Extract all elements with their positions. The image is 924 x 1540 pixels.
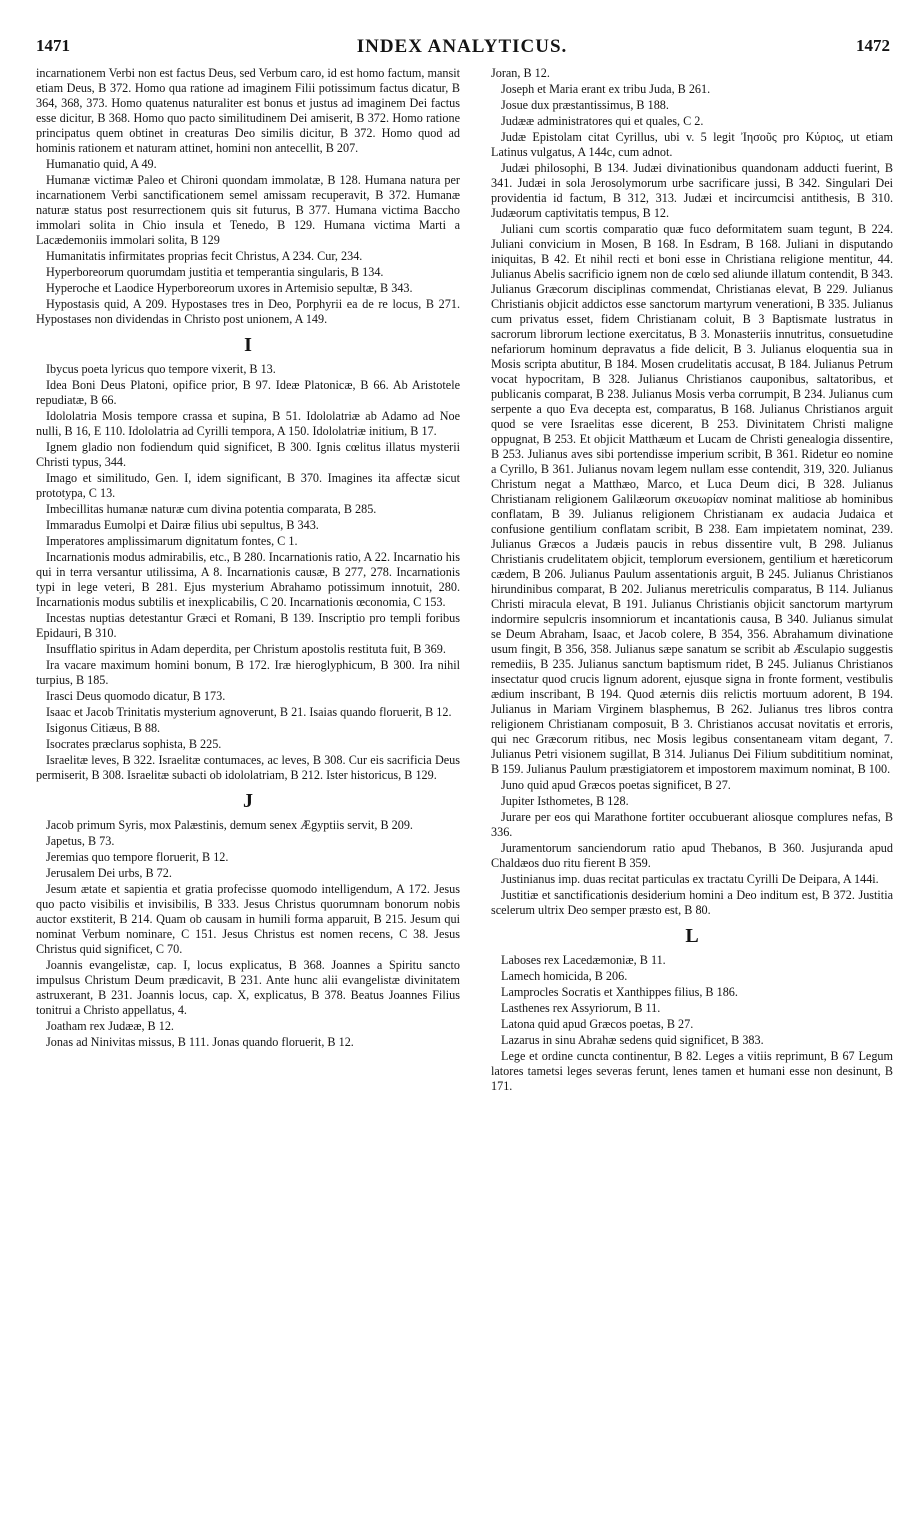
page-number-right: 1472 bbox=[856, 36, 890, 55]
index-entry: Joseph et Maria erant ex tribu Juda, B 261. bbox=[501, 82, 711, 96]
index-entry: Imago et similitudo, Gen. I, idem significant, B 370. Imagines ita affectæ sicut prototypa, C 13. bbox=[36, 471, 460, 500]
index-entry: Judæi philosophi, B 134. Judæi divinationibus quandonam adducti fuerint, B 341. Judæi in sola Jerosolymorum urbe sacrificare jussi, B 342. Singulari Dei providentia id factum, B 312, 313. Judæi et incircumcisi antithesis, B 310. Judæorum captivitatis tempus, B 12. bbox=[491, 161, 893, 220]
index-entry: Lamech homicida, B 206. bbox=[501, 969, 628, 983]
index-entry: Idololatria Mosis tempore crassa et supina, B 51. Idololatriæ ab Adamo ad Noe nulli, B 16, E 110. Idololatria ad Cyrilli tempora, A 150. Idololatriæ initium, B 17. bbox=[36, 409, 460, 438]
index-entry: Justinianus imp. duas recitat particulas ex tractatu Cyrilli De Deipara, A 144i. bbox=[501, 872, 879, 886]
index-entry: Humanatio quid, A 49. bbox=[46, 157, 157, 171]
index-entry: Irasci Deus quomodo dicatur, B 173. bbox=[46, 689, 226, 703]
page-header bbox=[30, 36, 894, 62]
index-entry: Isigonus Citiæus, B 88. bbox=[46, 721, 161, 735]
index-entry: Lege et ordine cuncta continentur, B 82. Leges a vitiis reprimunt, B 67 Legum latores tametsi leges severas ferunt, lenes tamen et humani esse non desinunt, B 171. bbox=[491, 1049, 893, 1093]
index-entry: Judæ Epistolam citat Cyrillus, ubi v. 5 legit Ἰησοῦς pro Κύριος, ut etiam Latinus vulgatus, A 144c, cum adnot. bbox=[491, 130, 893, 159]
index-entry: Justitiæ et sanctificationis desiderium homini a Deo inditum est, B 372. Justitia scelerum ultrix Deo semper præsto est, B 80. bbox=[491, 888, 893, 917]
index-entry: Josue dux præstantissimus, B 188. bbox=[501, 98, 669, 112]
index-entry: Ignem gladio non fodiendum quid significet, B 300. Ignis cœlitus illatus mysterii Christi typus, 344. bbox=[36, 440, 460, 469]
index-entry: Japetus, B 73. bbox=[46, 834, 115, 848]
index-entry: Juliani cum scortis comparatio quæ fuco deformitatem suam tegunt, B 224. Juliani convicium in Mosen, B 168. In Esdram, B 168. Juliani in disputando iniquitas, B 42. Et nihil recti et boni esse in Christiana religione mentitur, 44. Julianus Abelis sacrificio ignem non de cœlo sed aliunde illatum contendit, B 343. Julianus Græcorum disciplinas commendat, Christianas elevat, B 229. Julianus Christianis objicit addictos esse sanctorum martyrum venerationi, B 335. Julianus cum privatus esset, fidem Christianam coluit, B 3 Baptismate lustratus in sacrorum librorum lectione exercitatus, B 3. Monasteriis innutritus, consuetudine nefariorum hominum depravatus a fide delicit, B 3. Julianus eloquentia sua in Mosis scripta abutitur, B 184. Mosen crudelitatis accusat, B 184. Julianus Petrum vocat hypocritam, B 328. Julianus Christianos cauponibus, saltatoribus, et publicanis comparat, B 238. Julianus Mosis verba corrumpit, B 234. Julianus cum serpente a quo Eva decepta est, comparatus, B 168. Julianus Christianos arguit quod se vere Israelitas esse dicerent, B 253. Divinitatem Christi maligne oppugnat, B 253. Et objicit Matthæum et Lucam de Christi genealogia dissentire, B 253. Julianus aves sibi portendisse imperium scribit, B 361. Ridetur eo nomine a Cyrillo, B 361. Julianus novam legem nullam esse contendit, 319, 320. Julianus Christum negat a Matthæo, Marco, et Luca Deum dici, B 328. Julianus Christianam religionem Galilæorum σκευωρίαν nominat malitiose ab hominibus conflatam, B 39. Julianus religionem Christianam ex audacia Judaica et confusione gentilium conflatam scribit, B 238. Eam impietatem nominat, 239. Julianus Græcos a Judæis paucis in rebus dissentire vult, B 298. Julianus Christianis crudelitatem objicit, templorum eversionem, gentilium et hæreticorum cædem, B 206. Julianus Paulum assentationis arguit, B 245. Julianus Christianos hirundinibus comparat, B 202. Julianus meretriculis comparatus, B 114. Julianus Christi miracula elevat, B 191. Julianus Christianis objicit sanctorum martyrum indormire sepulcris insomniorum et incantationis causa, B 340. Julianus simulat se Deum Abraham, Isaac, et Jacob colere, B 354, 356. Abrahamum divinatione usum fingit, B 356, 358. Julianus sæpe sanatum se scribit ab Æsculapio suggestis remediis, B 235. Julianus sanctum baptismum ridet, B 245. Julianus Christianos insectatur quod crucis lignum adorent, ejusque signa in fronte forment, vestibulis ædium inscribant, B 194. Quod æternis diis relictis mortuum adorent, B 194. Julianus in Mariam Virginem blasphemus, B 262. Julianus tres libros contra religionem Christianam composuit, B 3. Christianos accusat novitatis et erroris, qui nec Græcorum ritibus, nec Mosis legibus consentaneam vitam degant, 7. Julianus Petri visionem sugillat, B 314. Julianus Dei Filium subdititium nominat, B 159. Julianus Paulum præstigiatorem et impostorem maximum nominat, B 100. bbox=[491, 222, 893, 776]
left-column bbox=[36, 66, 460, 1051]
index-entry: Lasthenes rex Assyriorum, B 11. bbox=[501, 1001, 661, 1015]
index-entry: Imbecillitas humanæ naturæ cum divina potentia comparata, B 285. bbox=[46, 502, 377, 516]
index-entry: Joatham rex Judææ, B 12. bbox=[46, 1019, 174, 1033]
section-letter: L bbox=[685, 925, 699, 947]
index-entry: Ira vacare maximum homini bonum, B 172. Iræ hieroglyphicum, B 300. Ira nihil turpius, B 185. bbox=[36, 658, 460, 687]
index-entry: Joran, B 12. bbox=[491, 66, 550, 80]
index-entry: Isocrates præclarus sophista, B 225. bbox=[46, 737, 222, 751]
index-entry: Humanitatis infirmitates proprias fecit Christus, A 234. Cur, 234. bbox=[46, 249, 363, 263]
index-entry: Jerusalem Dei urbs, B 72. bbox=[46, 866, 172, 880]
index-entry: Latona quid apud Græcos poetas, B 27. bbox=[501, 1017, 694, 1031]
index-entry: Imperatores amplissimarum dignitatum fontes, C 1. bbox=[46, 534, 298, 548]
index-entry: Jurare per eos qui Marathone fortiter occubuerant aliosque complures nefas, B 336. bbox=[491, 810, 893, 839]
index-entry: Insufflatio spiritus in Adam deperdita, per Christum apostolis restituta fuit, B 369. bbox=[46, 642, 446, 656]
index-entry: Lamprocles Socratis et Xanthippes filius, B 186. bbox=[501, 985, 738, 999]
index-entry: Lazarus in sinu Abrahæ sedens quid significet, B 383. bbox=[501, 1033, 764, 1047]
index-entry: Juramentorum sanciendorum ratio apud Thebanos, B 360. Jusjuranda apud Chaldæos duo ritu fierent B 359. bbox=[491, 841, 893, 870]
index-entry: Israelitæ leves, B 322. Israelitæ contumaces, ac leves, B 308. Cur eis sacrificia Deus permiserit, B 308. Israelitæ subacti ob idololatriam, B 212. Ister historicus, B 129. bbox=[36, 753, 460, 782]
index-entry: Ibycus poeta lyricus quo tempore vixerit, B 13. bbox=[46, 362, 276, 376]
index-entry: Humanæ victimæ Paleo et Chironi quondam immolatæ, B 128. Humana natura per incarnationem Verbi sanctificationem semel amissam recuperavit, B 372. Humanæ naturæ status post resurrectionem quis sit futurus, B 377. Humana victima Baccho immolari solita in Chio insula et Tenedo, B 129. Humana victima Marti a Lacædemoniis immolari solita, B 129 bbox=[36, 173, 460, 247]
section-letter: I bbox=[244, 334, 252, 356]
index-entry: Judææ administratores qui et quales, C 2. bbox=[501, 114, 704, 128]
index-entry: incarnationem Verbi non est factus Deus, sed Verbum caro, id est homo factum, mansit etiam Deus, B 372. Homo qua ratione ad imaginem Filii potissimum factus dicatur, B 364, 368, 373. Homo quatenus naturaliter est bonus et justus ad imaginem Dei factus esse dicitur, B 368. Homo quo pacto similitudinem Dei amiserit, B 372. Homo ratione principatus quem obtinet in creaturas Deo similis dicitur, B 372. Homo quod ad hominis rationem et naturam attinet, homini non antecellit, B 207. bbox=[36, 66, 460, 155]
index-entry: Laboses rex Lacedæmoniæ, B 11. bbox=[501, 953, 666, 967]
index-entry: Hypostasis quid, A 209. Hypostases tres in Deo, Porphyrii ea de re locus, B 271. Hypostases non dividendas in Christo post unionem, A 149. bbox=[36, 297, 460, 326]
index-entry: Incestas nuptias detestantur Græci et Romani, B 139. Inscriptio pro templi foribus Epidauri, B 310. bbox=[36, 611, 460, 640]
index-entry: Juno quid apud Græcos poetas significet, B 27. bbox=[501, 778, 731, 792]
index-entry: Immaradus Eumolpi et Dairæ filius ubi sepultus, B 343. bbox=[46, 518, 319, 532]
index-entry: Jeremias quo tempore floruerit, B 12. bbox=[46, 850, 229, 864]
index-entry: Hyperboreorum quorumdam justitia et temperantia singularis, B 134. bbox=[46, 265, 384, 279]
index-entry: Jacob primum Syris, mox Palæstinis, demum senex Ægyptiis servit, B 209. bbox=[46, 818, 413, 832]
page-title: INDEX ANALYTICUS. bbox=[356, 36, 568, 57]
index-entry: Jesum ætate et sapientia et gratia profecisse quomodo intelligendum, A 172. Jesus quo pacto visibilis et invisibilis, B 333. Jesus Christus quorumnam bonorum nobis auctor exstiterit, B 214. Quam ob causam in humili forma apparuit, B 215. Jesum qui nominat Verbum nominare, C 151. Jesus Christus est nomen recens, C 38. Jesus Christus quid significet, C 70. bbox=[36, 882, 460, 956]
index-entry: Idea Boni Deus Platoni, opifice prior, B 97. Ideæ Platonicæ, B 66. Ab Aristotele repudiatæ, B 66. bbox=[36, 378, 460, 407]
right-column bbox=[491, 66, 893, 1095]
index-entry: Jonas ad Ninivitas missus, B 111. Jonas quando floruerit, B 12. bbox=[46, 1035, 354, 1049]
index-entry: Isaac et Jacob Trinitatis mysterium agnoverunt, B 21. Isaias quando floruerit, B 12. bbox=[46, 705, 452, 719]
page-number-left: 1471 bbox=[36, 36, 70, 55]
index-entry: Hyperoche et Laodice Hyperboreorum uxores in Artemisio sepultæ, B 343. bbox=[46, 281, 413, 295]
index-entry: Jupiter Isthometes, B 128. bbox=[501, 794, 629, 808]
index-entry: Joannis evangelistæ, cap. I, locus explicatus, B 368. Joannes a Spiritu sancto impulsus Christum Deum prædicavit, B 231. Ante hunc alii evangelistæ divinitatem astruxerant, B 231. Joannis locus, cap. X, explicatus, B 378. Beatus Joannes Filius tonitrui a Christo appellatus, 4. bbox=[36, 958, 460, 1017]
index-entry: Incarnationis modus admirabilis, etc., B 280. Incarnationis ratio, A 22. Incarnatio his qui in terra versantur utilissima, A 8. Incarnationis causæ, B 277, 278. Incarnationis typi in lege veteri, B 281. Ejus mysterium Abrahamo potissimum innotuit, 280. Incarnationis modus subtilis et inexplicabilis, C 20. Incarnationis œconomia, C 153. bbox=[36, 550, 460, 609]
section-letter: J bbox=[243, 790, 253, 812]
